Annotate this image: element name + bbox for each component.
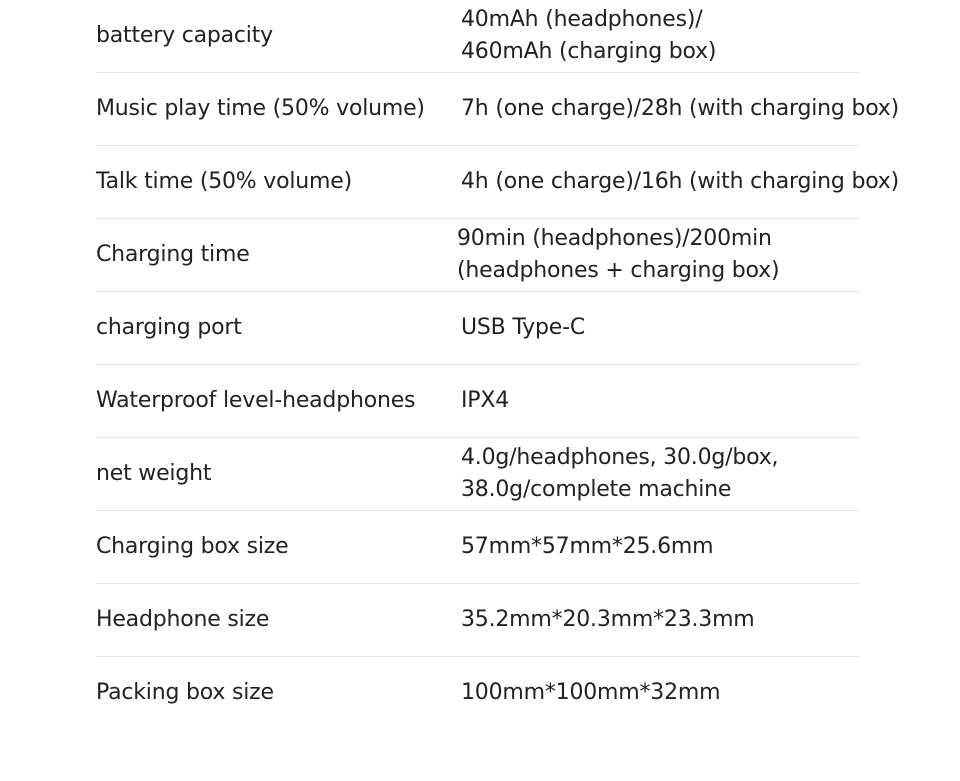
spec-row-battery-capacity: [96, 0, 860, 73]
spec-value: IPX4: [461, 388, 510, 413]
spec-value: 90min (headphones)/200min (headphones + charging box): [457, 226, 780, 283]
spec-value: 4h (one charge)/16h (with charging box): [461, 169, 900, 194]
spec-value: 4.0g/headphones, 30.0g/box, 38.0g/complete machine: [461, 445, 779, 502]
spec-value: 7h (one charge)/28h (with charging box): [461, 96, 900, 121]
spec-label: Charging box size: [96, 534, 289, 559]
spec-row-talk-time: [96, 146, 900, 219]
spec-row-charging-port: [96, 292, 860, 365]
spec-label: charging port: [96, 315, 242, 340]
spec-value: 40mAh (headphones)/ 460mAh (charging box): [461, 7, 717, 64]
spec-value: 57mm*57mm*25.6mm: [461, 534, 714, 559]
spec-row-music-play-time: [96, 73, 900, 146]
spec-label: Packing box size: [96, 680, 274, 705]
spec-label: net weight: [96, 461, 212, 486]
spec-row-waterproof-level: [96, 365, 860, 438]
spec-value: 35.2mm*20.3mm*23.3mm: [461, 607, 755, 632]
spec-label: Waterproof level-headphones: [96, 388, 416, 413]
spec-row-net-weight: [96, 438, 860, 511]
spec-label: Charging time: [96, 242, 250, 267]
spec-label: battery capacity: [96, 23, 273, 48]
spec-row-packing-box-size: [96, 657, 860, 730]
spec-row-charging-time: [96, 219, 860, 292]
spec-label: Talk time (50% volume): [96, 169, 352, 194]
spec-value: USB Type-C: [461, 315, 585, 340]
spec-label: Headphone size: [96, 607, 270, 632]
spec-row-charging-box-size: [96, 511, 860, 584]
spec-row-headphone-size: [96, 584, 860, 657]
spec-table: [96, 0, 900, 730]
spec-label: Music play time (50% volume): [96, 96, 425, 121]
spec-value: 100mm*100mm*32mm: [461, 680, 721, 705]
